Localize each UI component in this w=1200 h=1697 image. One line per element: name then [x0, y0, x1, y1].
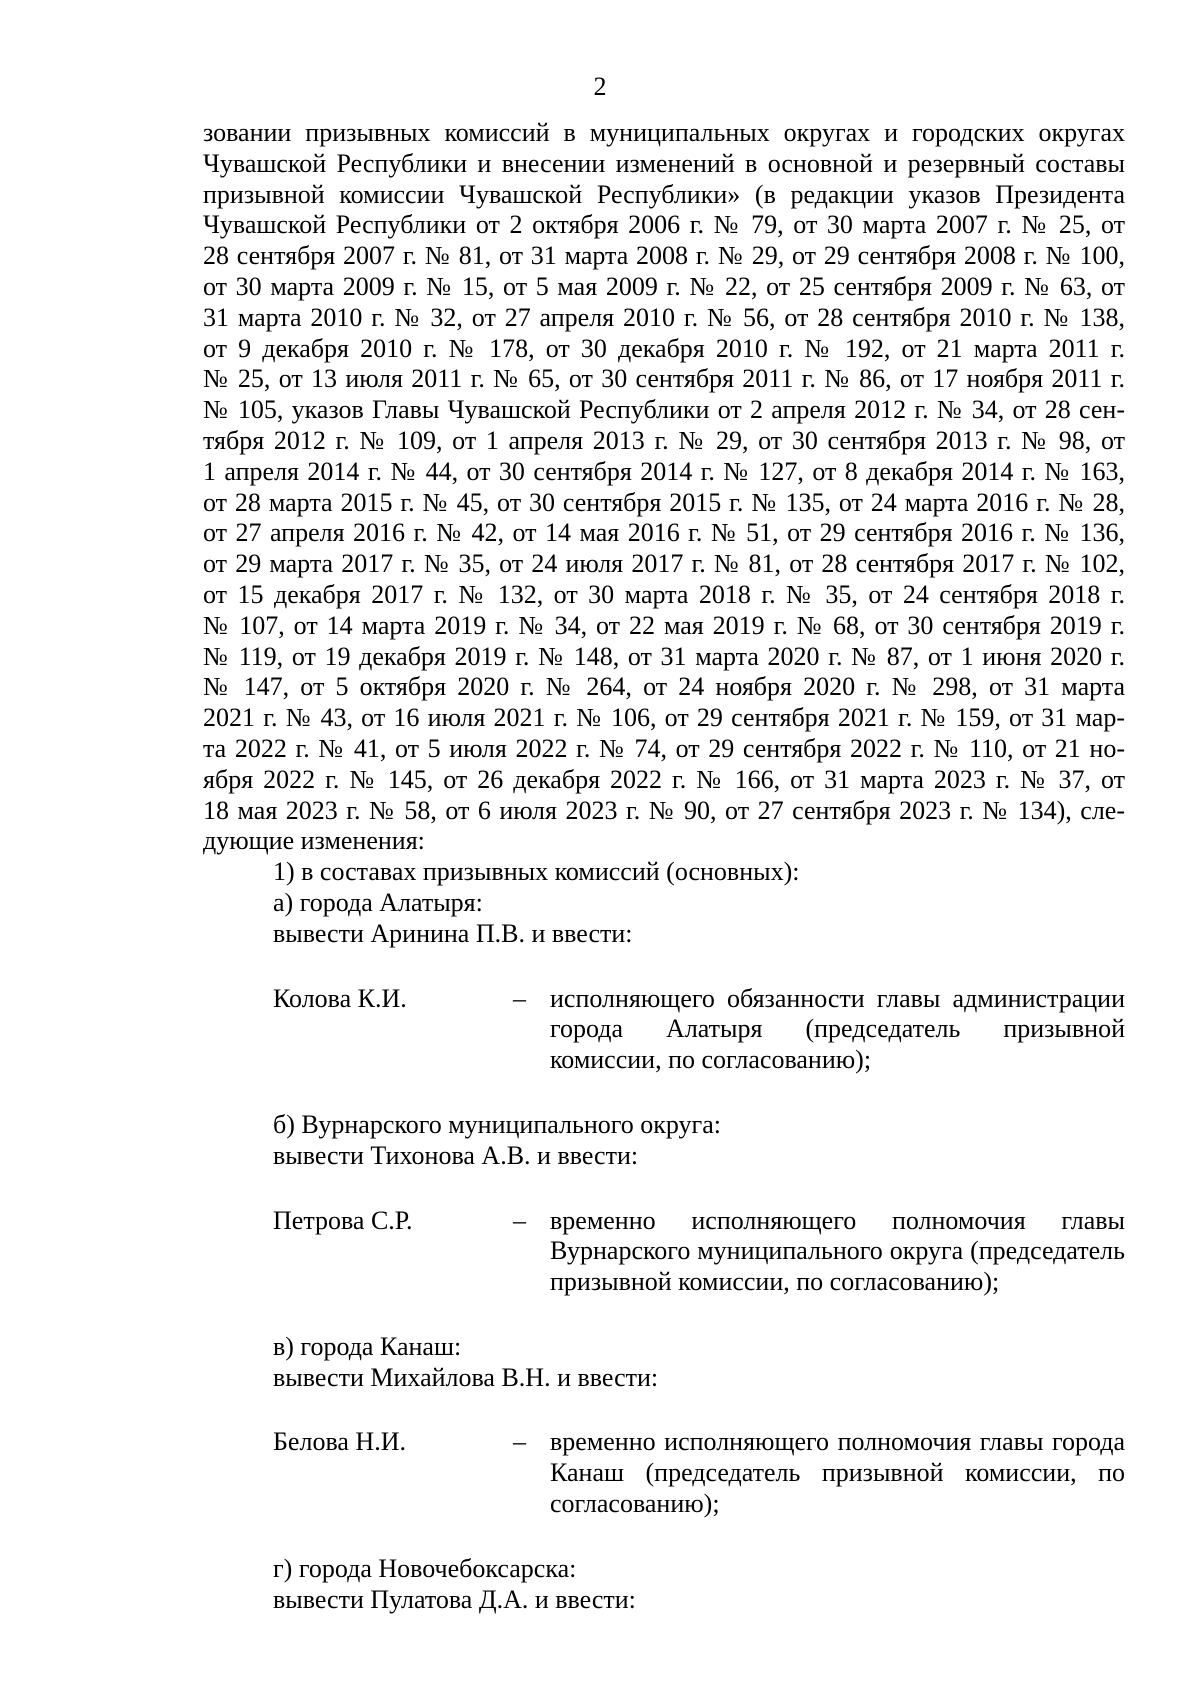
text-line: 28 сентября 2007 г. № 81, от 31 марта 2008 г. № 29, от 29 сентября 2008 г. № 100, — [203, 241, 1125, 271]
sub-c-action: вывести Михайлова В.Н. и ввести: — [273, 1362, 659, 1392]
dash-separator: – — [513, 983, 526, 1013]
sub-b-heading: б) Вурнарского муниципального округа: — [273, 1109, 721, 1139]
text-line: от 27 апреля 2016 г. № 42, от 14 мая 2016 г. № 51, от 29 сентября 2016 г. № 136, — [203, 518, 1125, 548]
text-line: 2021 г. № 43, от 16 июля 2021 г. № 106, от 29 сентября 2021 г. № 159, от 31 мар- — [203, 703, 1125, 733]
text-line: ября 2022 г. № 145, от 26 декабря 2022 г. № 166, от 31 марта 2023 г. № 37, от — [203, 764, 1125, 794]
dash-separator: – — [513, 1205, 526, 1235]
sub-a-heading: а) города Алатыря: — [273, 887, 483, 917]
sub-a-action: вывести Аринина П.В. и ввести: — [273, 918, 633, 948]
dash-separator: – — [513, 1427, 526, 1457]
item-1-heading: 1) в составах призывных комиссий (основных): — [273, 857, 800, 887]
text-line: зовании призывных комиссий в муниципальных округах и городских округах — [203, 118, 1125, 147]
spacer — [203, 1076, 1125, 1110]
document-body — [203, 118, 1125, 1615]
text-line: № 119, от 19 декабря 2019 г. № 148, от 31 марта 2020 г. № 87, от 1 июня 2020 г. — [203, 641, 1125, 671]
member-name: Петрова С.Р. — [273, 1205, 413, 1235]
spacer — [203, 1172, 1125, 1206]
text-line: 31 марта 2010 г. № 32, от 27 апреля 2010 г. № 56, от 28 сентября 2010 г. № 138, — [203, 302, 1125, 332]
text-line: № 147, от 5 октября 2020 г. № 264, от 24 ноября 2020 г. № 298, от 31 марта — [203, 672, 1125, 702]
member-name: Белова Н.И. — [273, 1427, 406, 1457]
member-position: исполняющего обязанности главы администрации города Алатыря (председатель призывной комиссии, по согласованию); — [550, 983, 1125, 1075]
member-name: Колова К.И. — [273, 983, 407, 1013]
sub-d-heading: г) города Новочебоксарска: — [273, 1553, 577, 1583]
member-position: временно исполняющего полномочия главы города Канаш (председатель призывной комиссии, по согласованию); — [550, 1427, 1125, 1519]
text-line: от 29 марта 2017 г. № 35, от 24 июля 2017 г. № 81, от 28 сентября 2017 г. № 102, — [203, 549, 1125, 579]
text-line: от 9 декабря 2010 г. № 178, от 30 декабря 2010 г. № 192, от 21 марта 2011 г. — [203, 333, 1125, 363]
sub-b-action: вывести Тихонова А.В. и ввести: — [273, 1140, 639, 1170]
text-line: № 107, от 14 марта 2019 г. № 34, от 22 мая 2019 г. № 68, от 30 сентября 2019 г. — [203, 610, 1125, 640]
spacer — [203, 1520, 1125, 1554]
member-entry-petrov — [203, 1206, 1125, 1298]
spacer — [203, 1298, 1125, 1332]
text-line: тября 2012 г. № 109, от 1 апреля 2013 г. № 29, от 30 сентября 2013 г. № 98, от — [203, 425, 1125, 455]
text-line: от 15 декабря 2017 г. № 132, от 30 марта 2018 г. № 35, от 24 сентября 2018 г. — [203, 579, 1125, 609]
page-number: 2 — [593, 72, 607, 101]
member-entry-belov — [203, 1427, 1125, 1519]
spacer — [203, 1393, 1125, 1427]
text-line: 18 мая 2023 г. № 58, от 6 июля 2023 г. № 90, от 27 сентября 2023 г. № 134), сле- — [203, 795, 1125, 825]
member-position: временно исполняющего полномочия главы Вурнарского муниципального округа (председатель призывной комиссии, по согласованию); — [550, 1205, 1125, 1297]
member-entry-kolov — [203, 984, 1125, 1076]
text-line: дующие изменения: — [203, 826, 425, 856]
sub-c-heading: в) города Канаш: — [273, 1331, 462, 1361]
text-line: № 25, от 13 июля 2011 г. № 65, от 30 сентября 2011 г. № 86, от 17 ноября 2011 г. — [203, 364, 1125, 394]
text-line: от 30 марта 2009 г. № 15, от 5 мая 2009 г. № 22, от 25 сентября 2009 г. № 63, от — [203, 271, 1125, 301]
text-line: Чувашской Республики от 2 октября 2006 г. № 79, от 30 марта 2007 г. № 25, от — [203, 210, 1125, 240]
text-line: та 2022 г. № 41, от 5 июля 2022 г. № 74, от 29 сентября 2022 г. № 110, от 21 но- — [203, 733, 1125, 763]
text-line: от 28 марта 2015 г. № 45, от 30 сентября 2015 г. № 135, от 24 марта 2016 г. № 28, — [203, 487, 1125, 517]
text-line: Чувашской Республики и внесении изменений в основной и резервный составы — [203, 148, 1125, 178]
spacer — [203, 950, 1125, 984]
text-line: № 105, указов Главы Чувашской Республики от 2 апреля 2012 г. № 34, от 28 сен- — [203, 395, 1125, 425]
text-line: 1 апреля 2014 г. № 44, от 30 сентября 2014 г. № 127, от 8 декабря 2014 г. № 163, — [203, 456, 1125, 486]
text-line: призывной комиссии Чувашской Республики» (в редакции указов Президента — [203, 179, 1125, 209]
sub-d-action: вывести Пулатова Д.А. и ввести: — [273, 1584, 636, 1614]
